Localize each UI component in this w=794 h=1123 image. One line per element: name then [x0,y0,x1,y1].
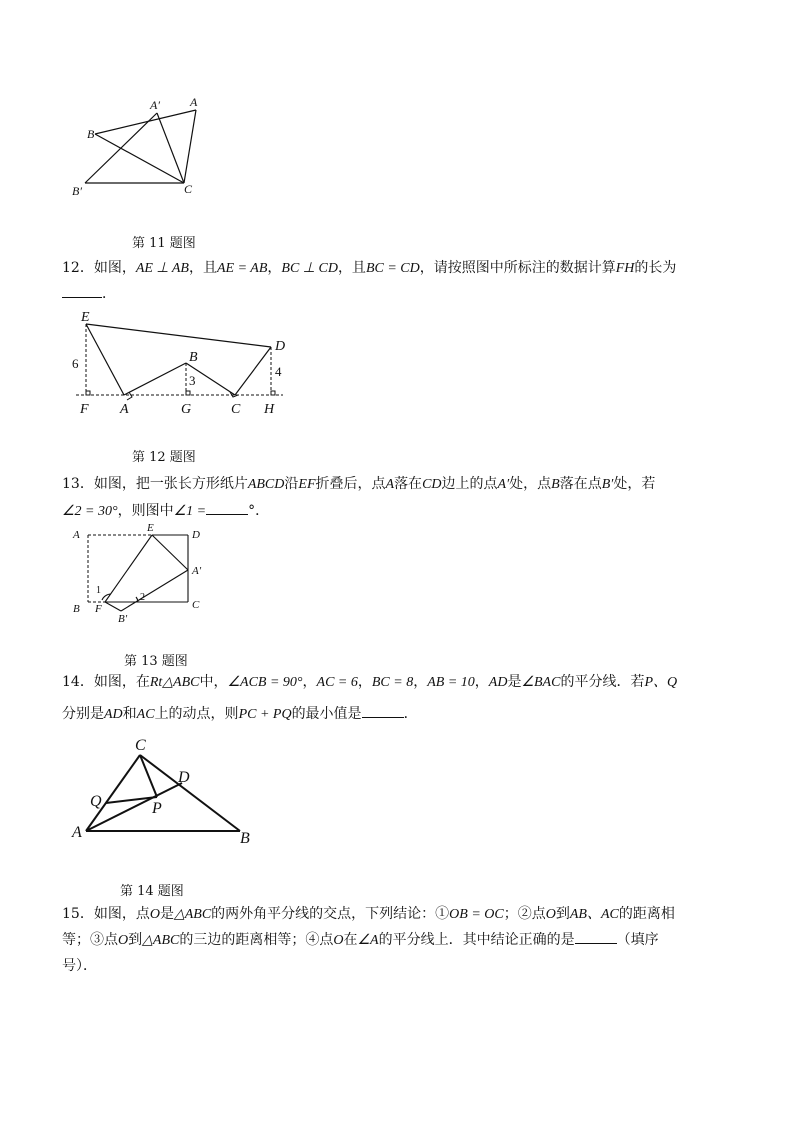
answer-blank[interactable] [362,703,404,718]
question-12-line-1: 12．如图，AE ⊥ AB，且AE = AB，BC ⊥ CD，且BC = CD，请按照图中所标注的数据计算FH的长为 [62,260,677,276]
question-number: 12． [62,260,94,276]
segment-AC [184,110,196,183]
question-15-line-2: 等；③点O到△ABC的三边的距离相等；④点O在∠A的平分线上．其中结论正确的是 （填序 [62,929,659,949]
segment-EA [86,324,124,395]
figure-12 [68,306,290,418]
label-D: D [275,339,286,354]
answer-blank[interactable] [62,283,102,298]
label-A: A [120,402,129,417]
label-D: D [192,529,200,541]
segment-EA' [152,535,188,570]
label-B: B [240,830,250,846]
segment-BA [95,110,196,134]
caption-14: 第 14 题图 [120,884,184,899]
question-number: 15． [62,906,94,922]
question-13-line-1: 13．如图，把一张长方形纸片ABCD沿EF折叠后，点A落在CD边上的点A′处，点B落在点B′处，若 [62,476,656,492]
label-B: B [73,603,80,615]
caption-13: 第 13 题图 [124,654,188,669]
question-number: 14． [62,674,94,690]
label-C: C [135,737,146,754]
value-4: 4 [275,364,282,379]
right-angle-F [86,391,90,395]
segment-FB' [105,602,121,611]
label-F: F [80,402,89,417]
label-C: C [184,182,193,196]
label-H: H [264,402,275,417]
label-B: B [189,350,198,365]
label-B-prime: B′ [118,613,128,625]
segment-BC [95,134,184,183]
segment-B'A' [85,113,157,183]
label-D: D [178,769,190,786]
caption-12: 第 12 题图 [132,450,196,465]
right-angle-G [186,391,190,395]
label-E: E [81,310,90,325]
label-P: P [152,800,162,817]
label-A: A [72,824,82,841]
label-A: A [190,95,198,109]
label-B-prime: B′ [72,184,82,198]
segment-A'B' [121,570,188,611]
label-C: C [231,402,241,417]
label-C: C [192,599,200,611]
value-6: 6 [72,356,79,371]
label-angle-1: 1 [96,585,101,596]
answer-blank[interactable] [575,929,617,944]
label-angle-2: 2 [140,592,145,603]
question-number: 13． [62,476,94,492]
question-15-line-1: 15．如图，点O是△ABC的两外角平分线的交点，下列结论：①OB = OC；②点O到AB、AC的距离相 [62,906,675,922]
label-A-prime: A′ [192,565,202,577]
label-A-prime: A′ [150,98,160,112]
question-15-line-3: 号）． [62,958,97,974]
label-E: E [147,522,154,534]
figure-14 [66,734,266,846]
answer-blank[interactable] [206,500,248,515]
segment-CD [235,347,271,395]
question-12-line-2: ． [62,283,116,303]
figure-11 [70,92,220,200]
question-14-line-1: 14．如图，在Rt△ABC中，∠ACB = 90°，AC = 6，BC = 8，AB = 10，AD是∠BAC的平分线．若P、Q [62,674,678,690]
segment-AB [124,363,186,395]
label-Q: Q [90,793,102,810]
label-G: G [181,402,192,417]
right-angle-H [271,391,275,395]
question-14-line-2: 分别是AD和AC上的动点，则PC + PQ的最小值是 ． [62,703,418,723]
label-A: A [73,529,80,541]
caption-11: 第 11 题图 [132,236,196,251]
label-F: F [95,603,102,615]
question-13-line-2: ∠2 = 30°，则图中∠1 = °． [62,500,269,520]
segment-ED [86,324,271,347]
value-3: 3 [189,373,196,388]
label-B: B [87,127,95,141]
figure-13 [70,520,220,626]
segment-A'C [157,113,184,183]
